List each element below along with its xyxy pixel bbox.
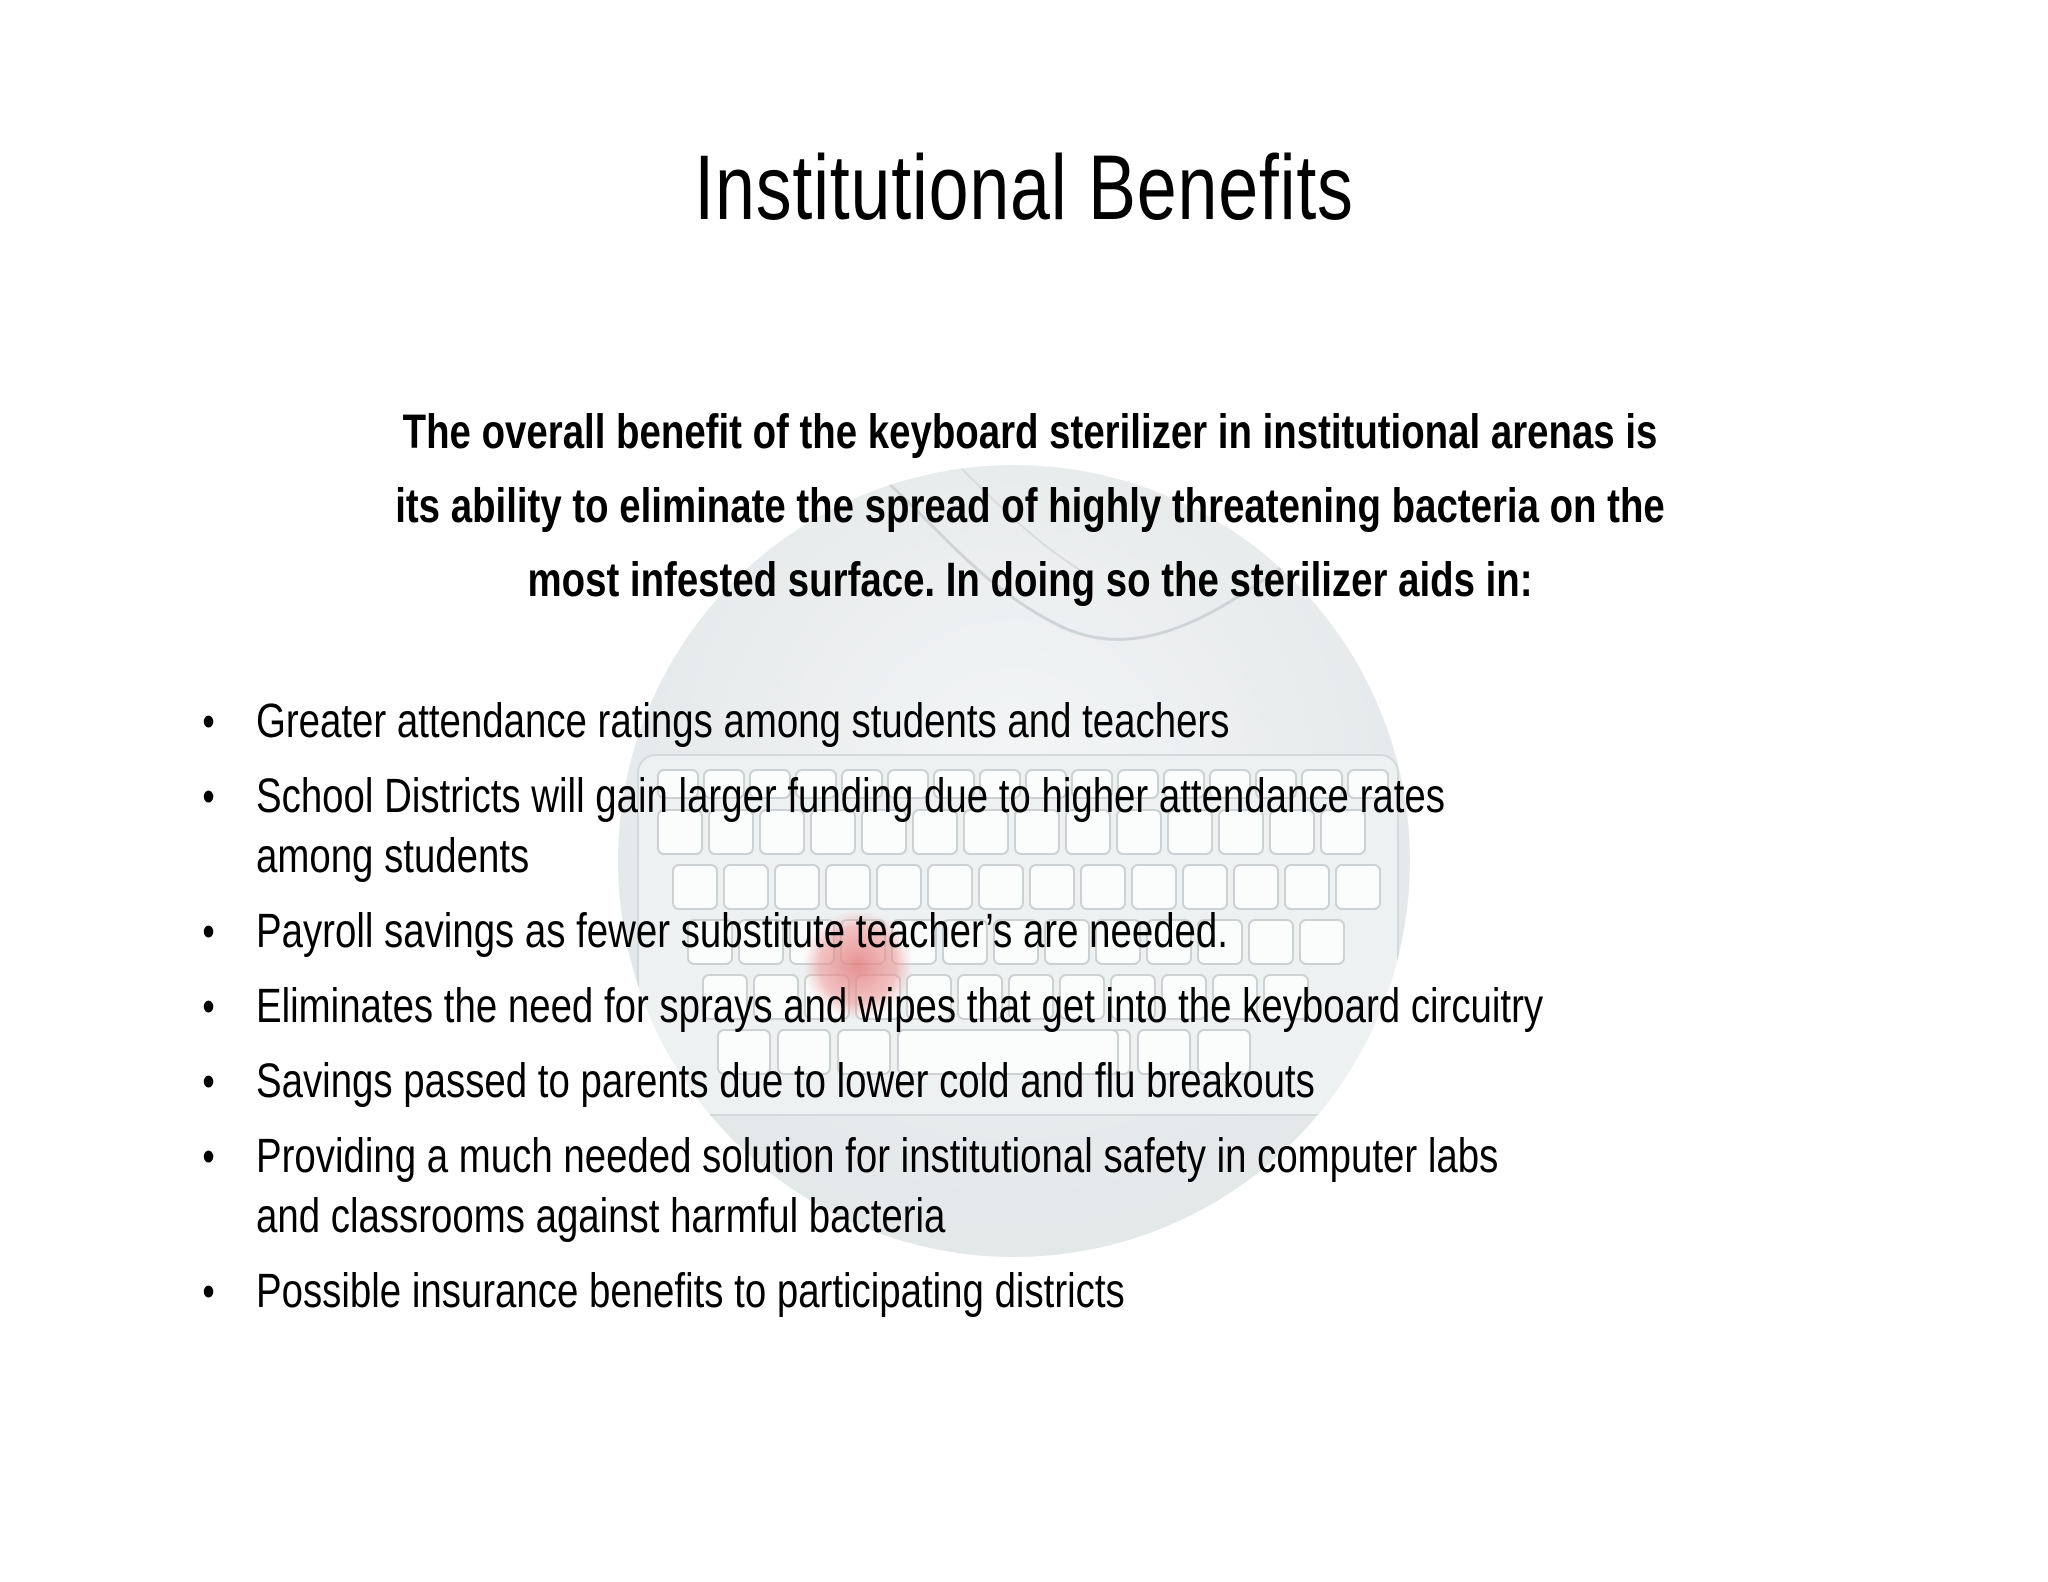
- list-item: [200, 692, 1560, 752]
- list-item: [200, 1262, 1560, 1322]
- list-item: [200, 902, 1560, 962]
- bullet-icon: •: [202, 1057, 215, 1106]
- slide-title: Institutional Benefits: [694, 137, 1354, 239]
- list-item-text: Savings passed to parents due to lower cold and flu breakouts: [256, 1055, 1315, 1108]
- bullet-icon: •: [202, 907, 215, 956]
- list-item-text: Possible insurance benefits to participating districts: [256, 1265, 1125, 1318]
- list-item-text: Providing a much needed solution for institutional safety in computer labs and classrooms against harmful bacteria: [256, 1130, 1499, 1243]
- list-item-text: Payroll savings as fewer substitute teacher’s are needed.: [256, 905, 1228, 958]
- list-item: [200, 1052, 1560, 1112]
- bullet-icon: •: [202, 1132, 215, 1181]
- list-item: [200, 1127, 1560, 1247]
- list-item-text: School Districts will gain larger funding due to higher attendance rates among students: [256, 770, 1445, 883]
- intro-paragraph: The overall benefit of the keyboard sterilizer in institutional arenas is its ability to eliminate the spread of highly threatening bacteria on the most infested surface. In doing so the sterilizer aids in:: [395, 406, 1665, 607]
- bullet-icon: •: [202, 1267, 215, 1316]
- bullet-icon: •: [202, 697, 215, 746]
- benefits-list: [200, 692, 1560, 1337]
- list-item-text: Eliminates the need for sprays and wipes that get into the keyboard circuitry: [256, 980, 1544, 1033]
- bullet-icon: •: [202, 772, 215, 821]
- list-item: [200, 767, 1560, 887]
- list-item-text: Greater attendance ratings among students and teachers: [256, 695, 1230, 748]
- bullet-icon: •: [202, 982, 215, 1031]
- list-item: [200, 977, 1560, 1037]
